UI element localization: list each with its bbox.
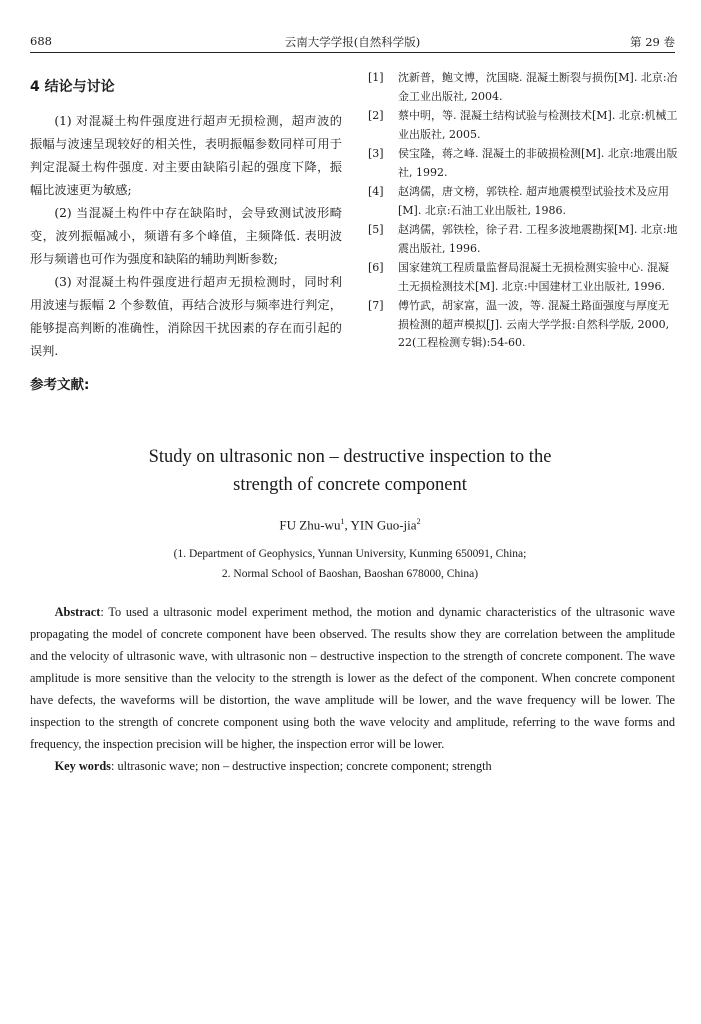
english-title	[60, 443, 640, 499]
reference-number: [3]	[368, 147, 384, 160]
volume-label: 第 29 卷	[630, 35, 675, 49]
keywords-label: Key words	[54, 759, 111, 773]
reference-text: 赵鸿儒，唐文榜，郭铁栓. 超声地震模型试验技术及应用[M]. 北京:石油工业出版社, 1986.	[398, 185, 669, 217]
reference-item	[368, 297, 678, 353]
reference-text: 蔡中明，等. 混凝土结构试验与检测技术[M]. 北京:机械工业出版社, 2005.	[398, 109, 678, 141]
keywords-text: : ultrasonic wave; non – destructive inspection; concrete component; strength	[110, 759, 492, 773]
page-number: 688	[30, 34, 52, 48]
reference-text: 侯宝隆，蒋之峰. 混凝土的非破损检测[M]. 北京:地震出版社, 1992.	[398, 147, 678, 179]
abstract-text: : To used a ultrasonic model experiment method, the motion and dynamic characteristics of the ultrasonic wave propagating the model of concrete component have been observed. The results show they are correlation between the amplitude and the velocity of ultrasonic wave, with ultrasonic non – destructive inspection to the strength of concrete component. The wave amplitude is more sensitive than the velocity to the strength is lower as the defect of the component. When concrete component have defects, the waveforms will be distortion, the wave amplitude will be lower, and the wave frequency will be lower. The inspection to the strength of concrete component using both the wave velocity and amplitude, referring to the wave forms and frequency, the inspection precision will be higher, the inspection error will be lower.	[30, 605, 675, 751]
reference-number: [1]	[368, 71, 384, 84]
author-2: YIN Guo-jia	[350, 517, 417, 533]
references-list	[368, 69, 678, 354]
reference-item	[368, 221, 678, 258]
reference-item	[368, 107, 678, 144]
reference-item	[368, 259, 678, 296]
section-title: 4 结论与讨论	[30, 79, 115, 95]
author-1-affiliation-mark: 1	[340, 517, 345, 526]
reference-number: [4]	[368, 185, 384, 198]
english-abstract	[30, 601, 675, 777]
page-header	[30, 34, 675, 54]
reference-number: [5]	[368, 223, 384, 236]
references-heading: 参考文献:	[30, 377, 90, 393]
author-separator: ,	[344, 517, 351, 533]
left-column	[30, 76, 342, 393]
english-title-line-1: Study on ultrasonic non – destructive inspection to the	[148, 447, 552, 467]
reference-item	[368, 145, 678, 182]
header-rule	[30, 52, 675, 53]
reference-text: 国家建筑工程质量监督局混凝土无损检测实验中心. 混凝土无损检测技术[M]. 北京:中国建材工业出版社, 1996.	[398, 261, 669, 293]
english-title-line-2: strength of concrete component	[233, 475, 467, 495]
reference-number: [2]	[368, 109, 384, 122]
keywords-paragraph	[30, 755, 675, 777]
reference-item	[368, 183, 678, 220]
conclusion-paragraph-2: (2) 当混凝土构件中存在缺陷时，会导致测试波形畸变，波列振幅减小，频谱有多个峰值，主频降低. 表明波形与频谱也可作为强度和缺陷的辅助判断参数;	[30, 206, 342, 266]
conclusion-paragraph-1: (1) 对混凝土构件强度进行超声无损检测，超声波的振幅与波速呈现较好的相关性，表明振幅参数同样可用于判定混凝土构件强度. 对主要由缺陷引起的强度下降，振幅比波速更为敏感;	[30, 114, 342, 197]
reference-text: 赵鸿儒，郭铁栓，徐子君. 工程多波地震勘探[M]. 北京:地震出版社, 1996.	[398, 223, 678, 255]
reference-item	[368, 69, 678, 106]
conclusion-paragraph-3: (3) 对混凝土构件强度进行超声无损检测时，同时利用波速与振幅 2 个参数值，再结合波形与频率进行判定，能够提高判断的准确性，消除因干扰因素的存在而引起的误判.	[30, 275, 342, 358]
author-2-affiliation-mark: 2	[416, 517, 421, 526]
reference-text: 沈新普，鲍文博，沈国晓. 混凝土断裂与损伤[M]. 北京:冶金工业出版社, 2004.	[398, 71, 678, 103]
author-line	[60, 517, 640, 533]
affiliation-1: (1. Department of Geophysics, Yunnan University, Kunming 650091, China;	[173, 548, 527, 560]
journal-name: 云南大学学报(自然科学版)	[284, 35, 421, 49]
author-1: FU Zhu-wu	[279, 517, 341, 533]
affiliations	[60, 544, 640, 584]
abstract-paragraph	[30, 601, 675, 755]
reference-number: [6]	[368, 261, 384, 274]
affiliation-2: 2. Normal School of Baoshan, Baoshan 678000, China)	[221, 568, 479, 580]
reference-number: [7]	[368, 299, 384, 312]
abstract-label: Abstract	[54, 605, 101, 619]
reference-text: 傅竹武，胡家富，温一波，等. 混凝土路面强度与厚度无损检测的超声模拟[J]. 云南大学学报:自然科学版, 2000, 22(工程检测专辑):54-60.	[398, 299, 670, 349]
